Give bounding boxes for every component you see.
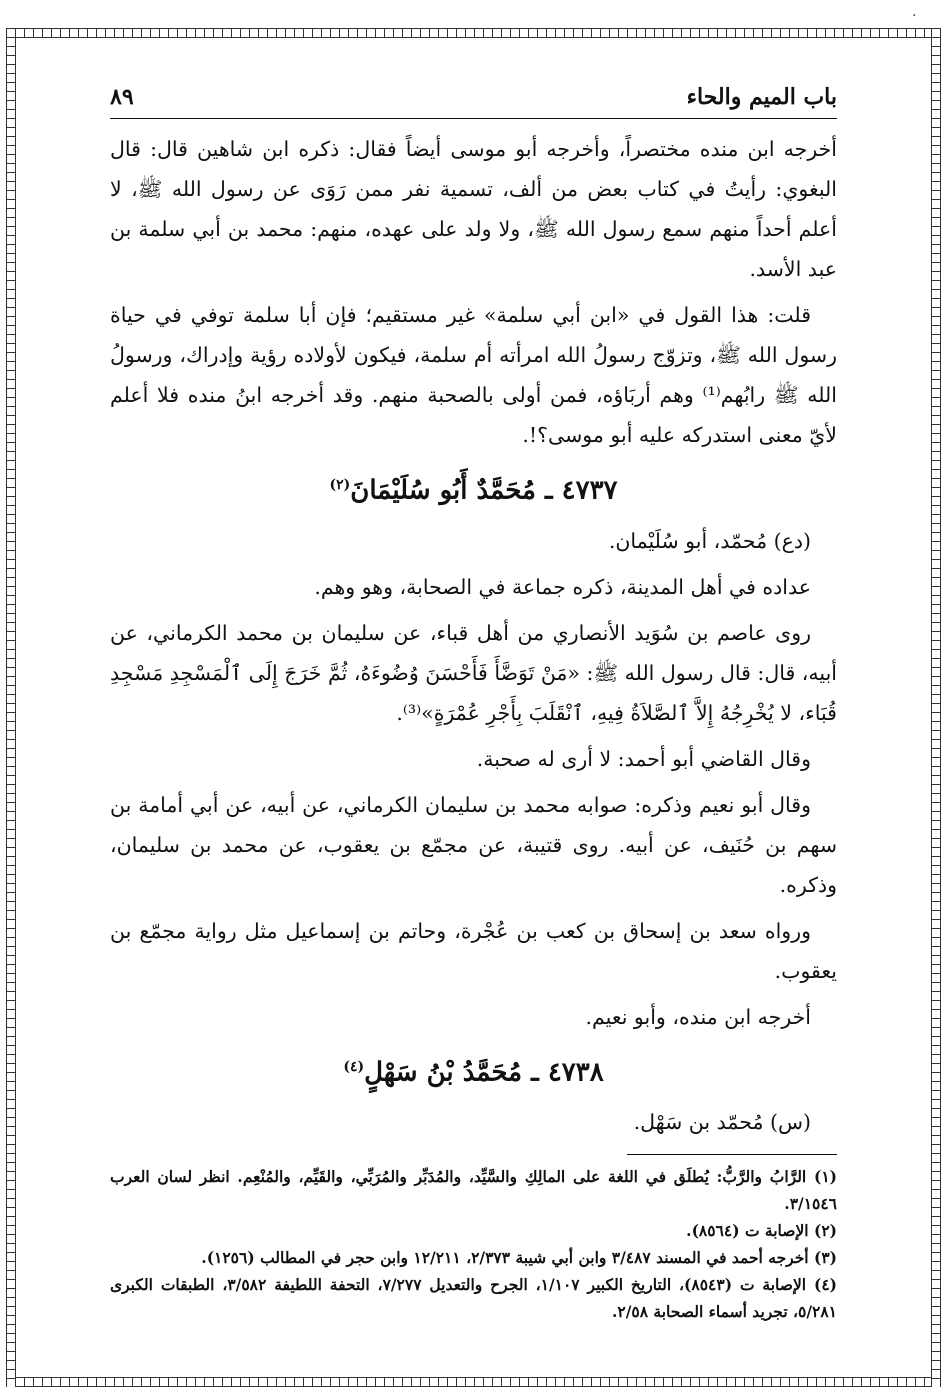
paragraph: أخرجه ابن منده، وأبو نعيم. — [585, 1004, 811, 1029]
paragraph: قلت: هذا القول في «ابن أبي سلمة» غير مستقيم؛ فإن أبا سلمة توفي في حياة رسول الله ﷺ، وتزوّج رسولُ الله امرأته أم سلمة، فيكون لأولاده رؤية وإدراك، ورسولُ الله ﷺ رابُهم⁽¹⁾ وهم أربَاؤه، فمن أولى بالصحبة منهم. وقد أخرجه ابنُ منده فلا أعلم لأيّ معنى استدركه عليه أبو موسى؟!. — [110, 303, 837, 447]
border-bottom — [6, 1377, 941, 1387]
border-left — [6, 28, 16, 1387]
border-top — [6, 28, 941, 38]
footnotes — [110, 1163, 837, 1325]
paragraph: وقال القاضي أبو أحمد: لا أرى له صحبة. — [476, 746, 811, 771]
border-right — [931, 28, 941, 1387]
entry-heading-4738 — [110, 1047, 837, 1093]
paragraph: أخرجه ابن منده مختصراً، وأخرجه أبو موسى أيضاً فقال: ذكره ابن شاهين قال: قال البغوي: رأيتُ في كتاب بعض من ألف، تسمية نفر ممن رَوَى عن رسول الله ﷺ، لا أعلم أحداً منهم سمع رسول الله ﷺ، ولا ولد على عهده، منهم: محمد بن أبي سلمة بن عبد الأسد. — [110, 137, 837, 281]
entry-title-text: ٤٧٣٧ ـ مُحَمَّدٌ أَبُو سُلَيْمَانَ — [350, 475, 618, 506]
footnote-separator — [627, 1154, 837, 1155]
entry-title-text: ٤٧٣٨ ـ مُحَمَّدُ بْنُ سَهْلٍ — [364, 1057, 604, 1088]
main-text — [110, 129, 837, 1142]
page-number: ٨٩ — [110, 84, 134, 110]
chapter-title: باب الميم والحاء — [686, 84, 837, 110]
paragraph: روى عاصم بن سُوَيد الأنصاري من أهل قباء، عن سليمان بن محمد الكرماني، عن أبيه، قال: قال رسول الله ﷺ: «مَنْ تَوَضَّأَ فَأَحْسَنَ وُضُوءَهُ، ثُمَّ خَرَجَ إِلَى ٱلْمَسْجِدِ مَسْجِدِ قُبَاء، لا يُخْرِجُهُ إِلاَّ ٱلصَّلاَةُ فِيهِ، ٱنْقَلَبَ بِأَجْرِ عُمْرَةٍ»⁽³⁾. — [110, 620, 837, 725]
paragraph: ورواه سعد بن إسحاق بن كعب بن عُجْرة، وحاتم بن إسماعيل مثل رواية مجمّع بن يعقوب. — [110, 918, 837, 983]
footnote: (١) الرَّابُ والرَّبُّ: يُطلَق في اللغة على المالِكِ والسَّيِّد، والمُدَبِّر والمُرَبِّي، والقَيِّم، والمُنْعِم. انظر لسان العرب ٣/١٥٤٦. — [110, 1167, 837, 1214]
entry-footnote-ref: (٤) — [343, 1058, 365, 1075]
footnote: (٤) الإصابة ت (٨٥٤٣)، التاريخ الكبير ١/١٠٧، الجرح والتعديل ٧/٢٧٧، التحفة اللطيفة ٣/٥٨٢، الطبقات الكبرى ٥/٢٨١، تجريد أسماء الصحابة ٢/٥٨. — [110, 1275, 837, 1322]
footnote: (٢) الإصابة ت (٨٥٦٤). — [686, 1221, 837, 1241]
scan-mark: · — [912, 8, 917, 24]
paragraph: (دع) مُحمّد، أبو سُلَيْمان. — [608, 528, 811, 553]
footnote: (٣) أخرجه أحمد في المسند ٣/٤٨٧ وابن أبي شيبة ٢/٣٧٣، ١٢/٢١١ وابن حجر في المطالب (١٢٥٦). — [201, 1248, 837, 1268]
page-content — [110, 84, 837, 1325]
paragraph: (س) مُحمّد بن سَهْل. — [633, 1110, 811, 1135]
paragraph: وقال أبو نعيم وذكره: صوابه محمد بن سليمان الكرماني، عن أبيه، عن أبي أمامة بن سهم بن حُنَيف، عن أبيه. روى قتيبة، عن مجمّع بن يعقوب، عن محمد بن سليمان، وذكره. — [110, 792, 837, 897]
running-header — [110, 84, 837, 119]
paragraph: عداده في أهل المدينة، ذكره جماعة في الصحابة، وهو وهم. — [314, 574, 811, 599]
entry-heading-4737 — [110, 465, 837, 511]
entry-footnote-ref: (٢) — [329, 477, 351, 493]
